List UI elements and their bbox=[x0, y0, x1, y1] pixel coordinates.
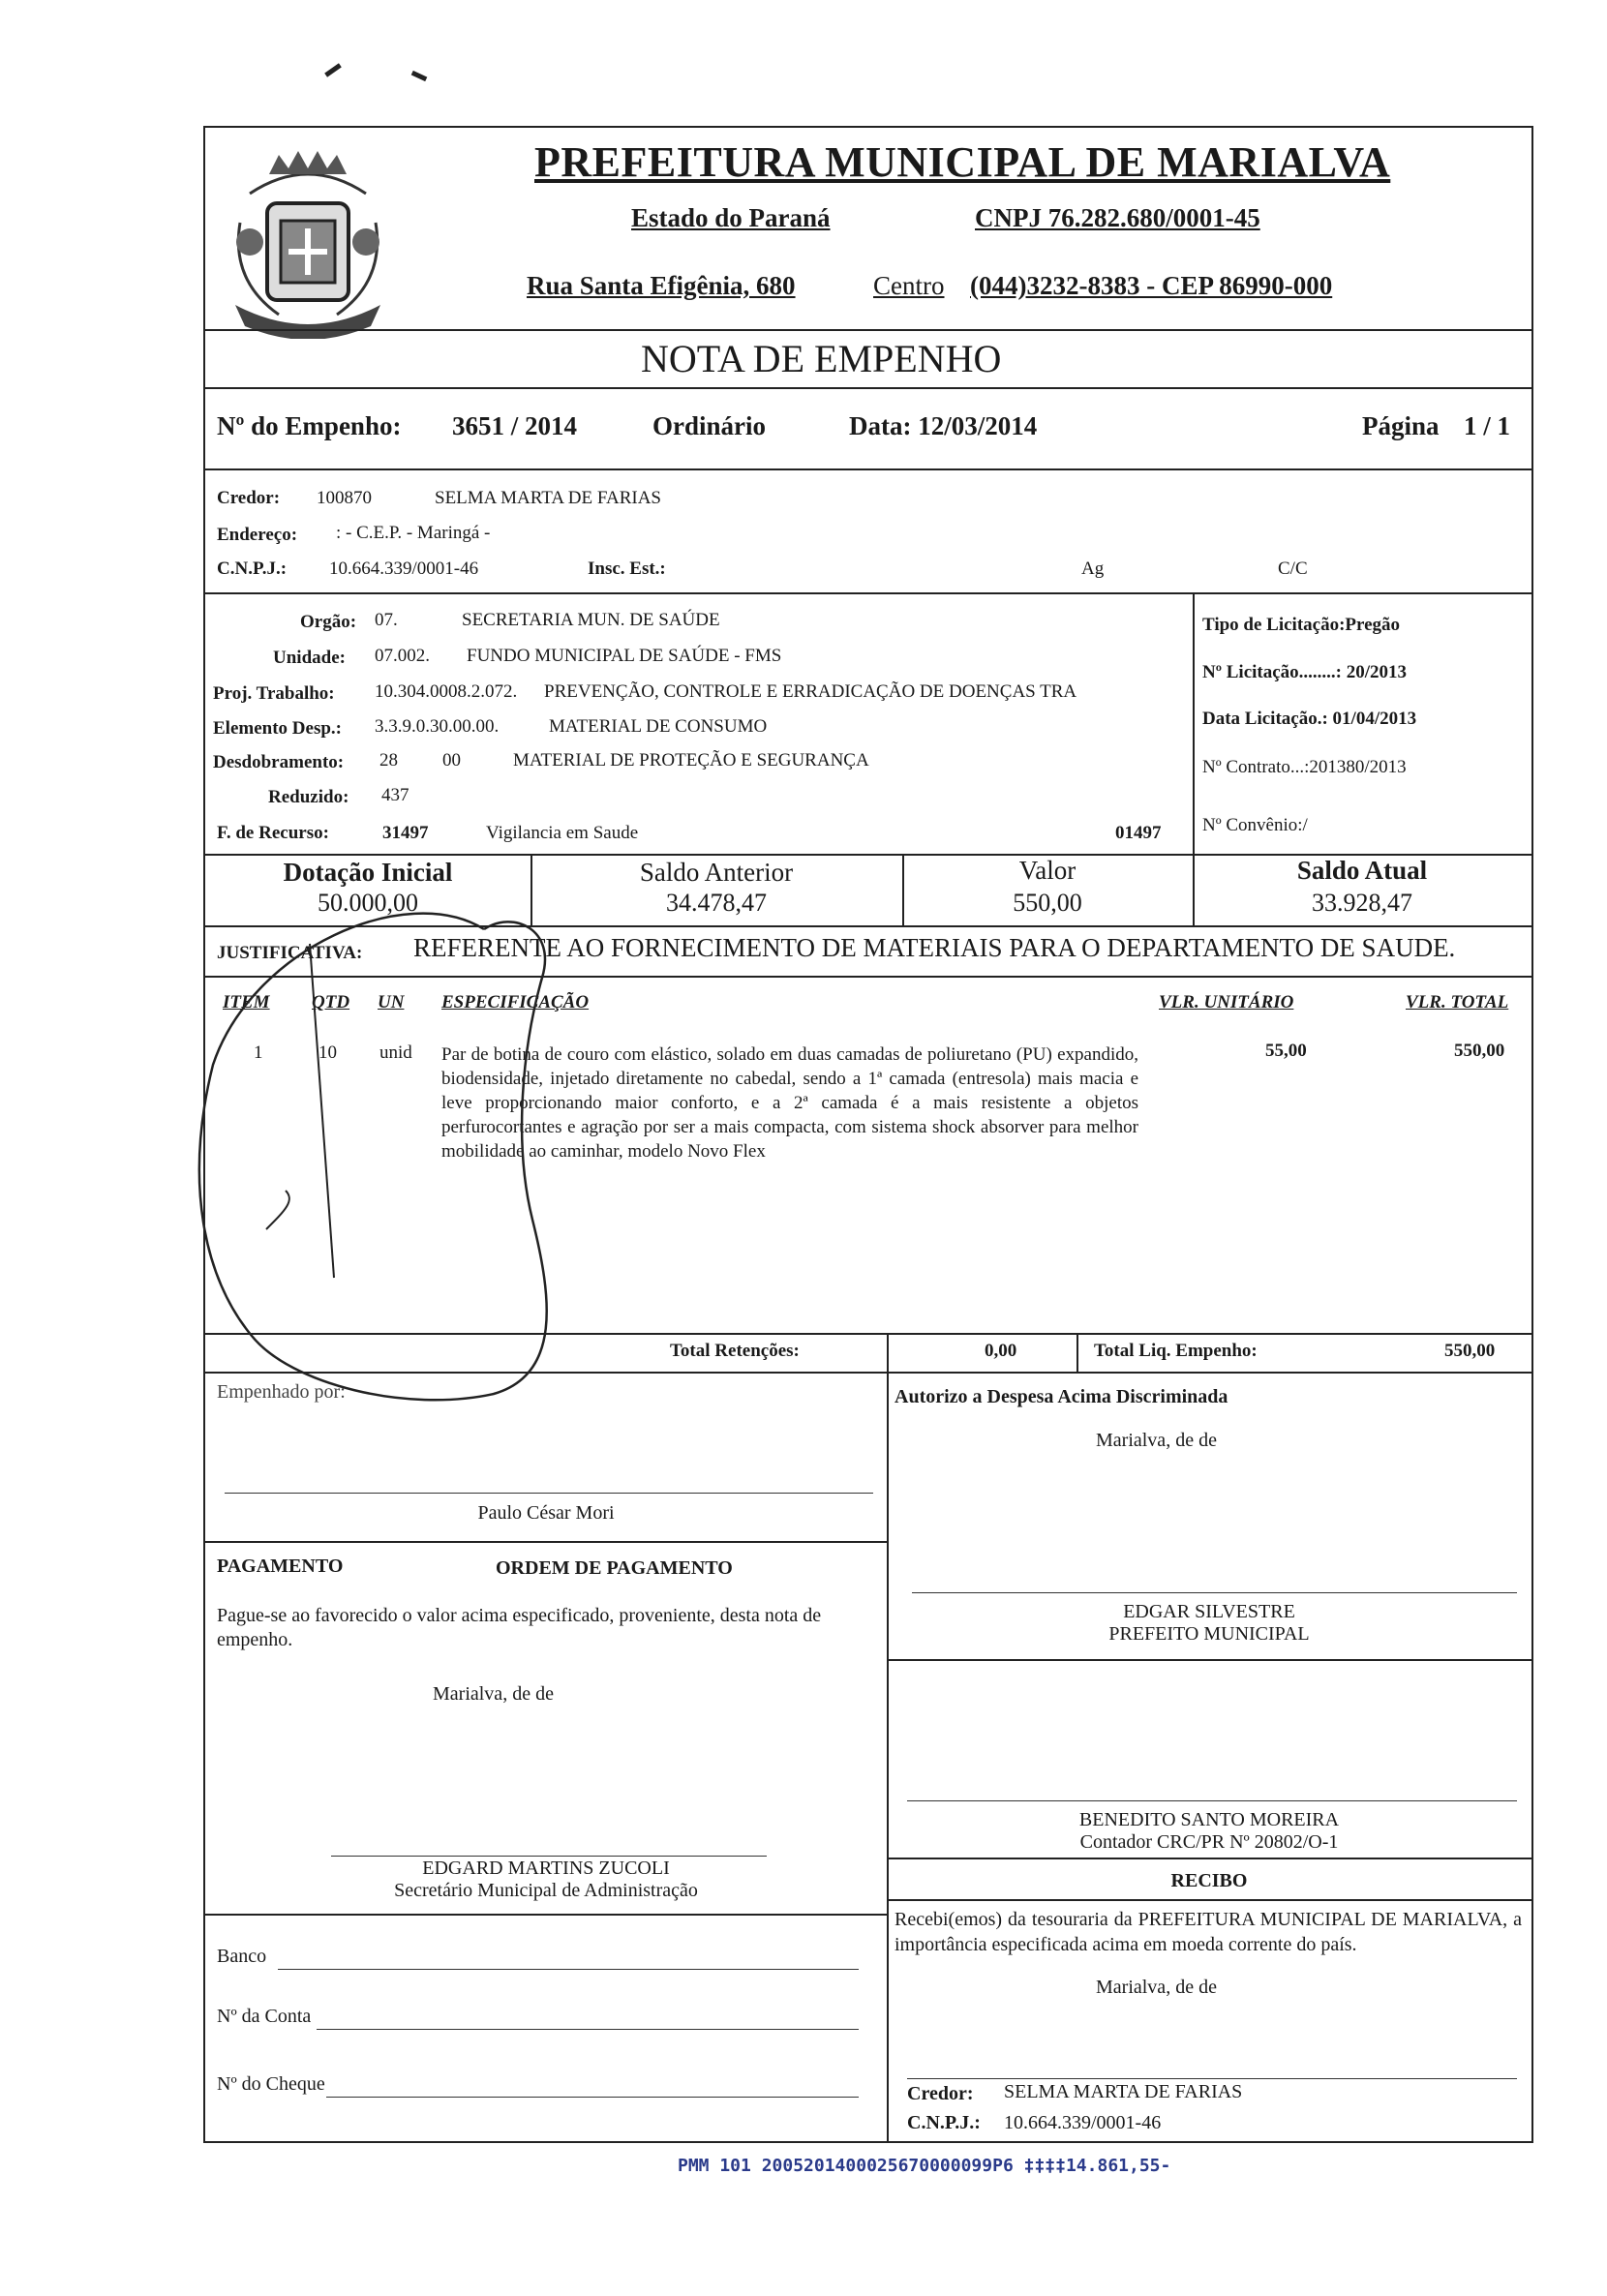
credor-code: 100870 bbox=[317, 488, 372, 508]
recibo-cnpj-label: C.N.P.J.: bbox=[907, 2112, 981, 2133]
prefeito-nome: EDGAR SILVESTRE bbox=[1123, 1601, 1295, 1622]
recibo-cnpj: 10.664.339/0001-46 bbox=[1004, 2112, 1162, 2133]
address: Rua Santa Efigênia, 680 bbox=[527, 271, 796, 300]
municipality-title: PREFEITURA MUNICIPAL DE MARIALVA bbox=[534, 138, 1391, 186]
recurso-label: F. de Recurso: bbox=[217, 823, 329, 843]
desdobramento-name: MATERIAL DE PROTEÇÃO E SEGURANÇA bbox=[513, 750, 869, 770]
endereco-label: Endereço: bbox=[217, 525, 298, 545]
col-vlr-unitario: VLR. UNITÁRIO bbox=[1159, 992, 1294, 1012]
empenho-number: 3651 / 2014 bbox=[452, 411, 578, 440]
saldo-anterior-value: 34.478,47 bbox=[666, 889, 767, 917]
credor-label: Credor: bbox=[217, 488, 281, 508]
col-un: UN bbox=[378, 992, 405, 1012]
unidade-code: 07.002. bbox=[375, 646, 430, 666]
item-number: 1 bbox=[254, 1042, 263, 1063]
valor-value: 550,00 bbox=[1013, 889, 1082, 917]
handwritten-loop-mark bbox=[174, 871, 658, 1433]
district: Centro bbox=[873, 271, 945, 300]
autorizo-local-data: Marialva, de de bbox=[1096, 1430, 1217, 1451]
col-item: ITEM bbox=[223, 992, 270, 1012]
pagamento-local-data: Marialva, de de bbox=[433, 1683, 554, 1705]
licitacao-numero: Nº Licitação........: 20/2013 bbox=[1202, 662, 1408, 682]
recurso-code: 31497 bbox=[382, 823, 429, 843]
retencoes-value: 0,00 bbox=[985, 1341, 1017, 1361]
state-name: Estado do Paraná bbox=[631, 203, 831, 232]
elemento-label: Elemento Desp.: bbox=[213, 718, 342, 739]
recibo-text: Recebi(emos) da tesouraria da PREFEITURA MUNICIPAL DE MARIALVA, a importância especificada acima em moeda corrente do país. bbox=[894, 1909, 1522, 1955]
pague-se-text: Pague-se ao favorecido o valor acima especificado, proveniente, desta nota de empenho. bbox=[217, 1605, 822, 1650]
cheque-label: Nº do Cheque bbox=[217, 2073, 325, 2095]
convenio-numero: Nº Convênio:/ bbox=[1202, 815, 1308, 835]
page-number: 1 / 1 bbox=[1464, 411, 1511, 440]
orgao-code: 07. bbox=[375, 610, 398, 630]
empenho-type: Ordinário bbox=[652, 411, 767, 440]
coat-of-arms-icon bbox=[211, 136, 405, 339]
pagamento-label: PAGAMENTO bbox=[217, 1556, 344, 1577]
contador-nome: BENEDITO SANTO MOREIRA bbox=[1078, 1809, 1340, 1830]
elemento-code: 3.3.9.0.30.00.00. bbox=[375, 716, 500, 737]
empenhado-label: Empenhado por: bbox=[217, 1381, 346, 1403]
proj-trabalho-name: PREVENÇÃO, CONTROLE E ERRADICAÇÃO DE DOENÇAS TRA bbox=[544, 681, 1077, 702]
item-vlr-total: 550,00 bbox=[1454, 1041, 1505, 1061]
reduzido-value: 437 bbox=[381, 785, 409, 805]
recurso-number: 01497 bbox=[1115, 823, 1162, 843]
secretario-nome: EDGARD MARTINS ZUCOLI bbox=[422, 1858, 670, 1879]
contrato-numero: Nº Contrato...:201380/2013 bbox=[1202, 757, 1407, 777]
orgao-name: SECRETARIA MUN. DE SAÚDE bbox=[462, 610, 720, 630]
phone-cep: (044)3232-8383 - CEP 86990-000 bbox=[970, 271, 1333, 300]
recibo-credor-label: Credor: bbox=[907, 2083, 974, 2104]
recibo-local-data: Marialva, de de bbox=[1096, 1977, 1217, 1998]
page-label: Página bbox=[1362, 411, 1440, 440]
dotacao-label: Dotação Inicial bbox=[283, 858, 453, 887]
valor-label: Valor bbox=[1018, 856, 1076, 885]
justificativa-text: REFERENTE AO FORNECIMENTO DE MATERIAIS PARA O DEPARTAMENTO DE SAUDE. bbox=[413, 933, 1456, 962]
cnpj-header: CNPJ 76.282.680/0001-45 bbox=[975, 203, 1260, 232]
saldo-atual-label: Saldo Atual bbox=[1296, 856, 1428, 885]
document-title: NOTA DE EMPENHO bbox=[641, 337, 1002, 380]
empenho-number-label: Nº do Empenho: bbox=[217, 411, 402, 440]
conta-label: Nº da Conta bbox=[217, 2006, 312, 2027]
unidade-label: Unidade: bbox=[273, 648, 346, 668]
proj-trabalho-label: Proj. Trabalho: bbox=[213, 683, 335, 704]
reduzido-label: Reduzido: bbox=[268, 787, 349, 807]
desdobramento-sub: 00 bbox=[442, 750, 461, 770]
unidade-name: FUNDO MUNICIPAL DE SAÚDE - FMS bbox=[467, 646, 782, 666]
item-qtd: 10 bbox=[318, 1042, 337, 1063]
total-liquido-value: 550,00 bbox=[1444, 1341, 1496, 1361]
licitacao-data: Data Licitação.: 01/04/2013 bbox=[1202, 709, 1417, 729]
agencia-label: Ag bbox=[1081, 559, 1105, 579]
empenhado-nome: Paulo César Mori bbox=[477, 1502, 615, 1524]
scan-mark bbox=[324, 63, 342, 76]
recibo-title: RECIBO bbox=[1170, 1870, 1248, 1891]
scan-mark bbox=[411, 71, 428, 81]
banco-label: Banco bbox=[217, 1946, 267, 1967]
contador-cargo: Contador CRC/PR Nº 20802/O-1 bbox=[1079, 1831, 1339, 1853]
desdobramento-code: 28 bbox=[379, 750, 398, 770]
item-vlr-unitario: 55,00 bbox=[1265, 1041, 1307, 1061]
col-vlr-total: VLR. TOTAL bbox=[1406, 992, 1509, 1012]
prefeito-cargo: PREFEITO MUNICIPAL bbox=[1108, 1623, 1310, 1645]
endereco-value: : - C.E.P. - Maringá - bbox=[336, 523, 491, 543]
recurso-name: Vigilancia em Saude bbox=[486, 823, 639, 843]
item-un: unid bbox=[379, 1042, 412, 1063]
item-especificacao: Par de botina de couro com elástico, solado em duas camadas de poliuretano (PU) expandido, biodensidade, injetado diretamente no cabedal, sendo a 1ª camada (entresola) mais macia e leve proporcionando maior conforto, e a 2ª camada é a mais resistente a objetos perfurocortantes e agração por ser a mais compacta, com sistema shock absorver para melhor mobilidade ao caminhar, modelo Novo Flex bbox=[441, 1044, 1138, 1162]
cnpj-label: C.N.P.J.: bbox=[217, 559, 288, 579]
orgao-label: Orgão: bbox=[300, 612, 357, 632]
secretario-cargo: Secretário Municipal de Administração bbox=[394, 1880, 698, 1901]
empenho-date: Data: 12/03/2014 bbox=[849, 411, 1038, 440]
recibo-credor-nome: SELMA MARTA DE FARIAS bbox=[1004, 2081, 1243, 2102]
justificativa-label: JUSTIFICATIVA: bbox=[217, 943, 363, 963]
ordem-pagamento-label: ORDEM DE PAGAMENTO bbox=[496, 1557, 733, 1579]
licitacao-tipo: Tipo de Licitação:Pregão bbox=[1202, 615, 1401, 635]
retencoes-label: Total Retenções: bbox=[670, 1341, 800, 1361]
total-liquido-label: Total Liq. Empenho: bbox=[1094, 1341, 1258, 1361]
saldo-atual-value: 33.928,47 bbox=[1312, 889, 1412, 917]
dotacao-value: 50.000,00 bbox=[318, 889, 418, 917]
desdobramento-label: Desdobramento: bbox=[213, 752, 345, 772]
proj-trabalho-code: 10.304.0008.2.072. bbox=[375, 681, 518, 702]
conta-corrente-label: C/C bbox=[1278, 559, 1308, 579]
elemento-name: MATERIAL DE CONSUMO bbox=[549, 716, 768, 737]
col-qtd: QTD bbox=[312, 992, 350, 1012]
col-especificacao: ESPECIFICAÇÃO bbox=[441, 992, 590, 1012]
insc-est-label: Insc. Est.: bbox=[588, 559, 666, 579]
footer-code: PMM 101 2005201400025670000099P6 ‡‡‡‡14.861,55- bbox=[678, 2156, 1171, 2176]
credor-cnpj: 10.664.339/0001-46 bbox=[329, 559, 479, 579]
credor-name: SELMA MARTA DE FARIAS bbox=[435, 488, 661, 508]
autorizo-label: Autorizo a Despesa Acima Discriminada bbox=[894, 1386, 1228, 1407]
saldo-anterior-label: Saldo Anterior bbox=[639, 858, 794, 887]
